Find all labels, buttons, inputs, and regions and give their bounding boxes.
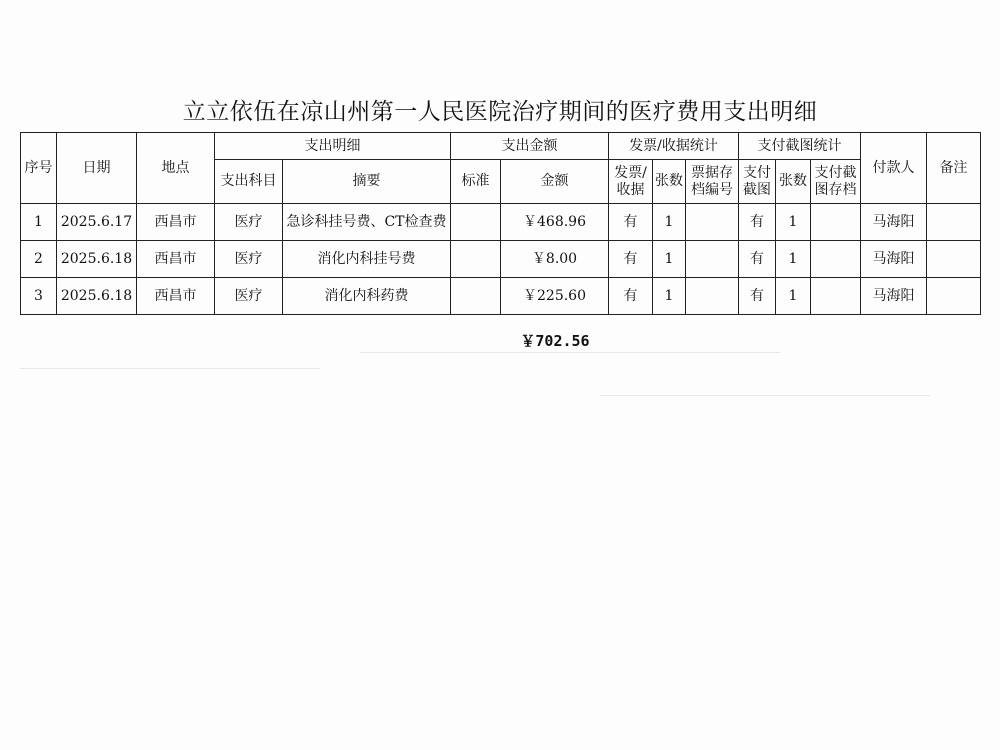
cell-payer: 马海阳 (861, 241, 927, 278)
cell-invoice: 有 (609, 241, 653, 278)
header-seq: 序号 (21, 133, 57, 204)
cell-invoice: 有 (609, 278, 653, 315)
cell-screenshot: 有 (739, 241, 776, 278)
cell-invoice-archive-no (686, 241, 739, 278)
cell-invoice-count: 1 (653, 278, 686, 315)
cell-screenshot-count: 1 (776, 278, 811, 315)
cell-place: 西昌市 (137, 278, 215, 315)
cell-screenshot-archive (811, 241, 861, 278)
cell-seq: 3 (21, 278, 57, 315)
cell-date: 2025.6.18 (57, 241, 137, 278)
cell-standard (451, 278, 501, 315)
total-amount: ￥702.56 (520, 332, 590, 350)
scan-artifact (600, 395, 930, 396)
header-remarks: 备注 (927, 133, 981, 204)
cell-screenshot: 有 (739, 204, 776, 241)
scan-artifact (20, 368, 320, 369)
cell-seq: 1 (21, 204, 57, 241)
header-invoice-count: 张数 (653, 160, 686, 204)
header-amount: 金额 (501, 160, 609, 204)
header-payment-count: 张数 (776, 160, 811, 204)
cell-date: 2025.6.17 (57, 204, 137, 241)
table-row (21, 241, 981, 278)
header-invoice-archive-no: 票据存档编号 (686, 160, 739, 204)
cell-invoice-count: 1 (653, 241, 686, 278)
header-expense-amount: 支出金额 (451, 133, 609, 160)
cell-invoice-count: 1 (653, 204, 686, 241)
header-row-1 (21, 133, 981, 160)
scan-artifact (360, 352, 780, 353)
cell-amount: ￥225.60 (501, 278, 609, 315)
cell-seq: 2 (21, 241, 57, 278)
table-row (21, 204, 981, 241)
cell-screenshot-archive (811, 278, 861, 315)
cell-summary: 消化内科挂号费 (283, 241, 451, 278)
cell-amount: ￥468.96 (501, 204, 609, 241)
cell-summary: 消化内科药费 (283, 278, 451, 315)
cell-subject: 医疗 (215, 204, 283, 241)
cell-screenshot-archive (811, 204, 861, 241)
cell-remarks (927, 241, 981, 278)
header-standard: 标准 (451, 160, 501, 204)
header-summary: 摘要 (283, 160, 451, 204)
cell-invoice-archive-no (686, 204, 739, 241)
cell-screenshot: 有 (739, 278, 776, 315)
cell-screenshot-count: 1 (776, 241, 811, 278)
header-expense-detail: 支出明细 (215, 133, 451, 160)
header-invoice-stats: 发票/收据统计 (609, 133, 739, 160)
cell-date: 2025.6.18 (57, 278, 137, 315)
header-payment-stats: 支付截图统计 (739, 133, 861, 160)
cell-standard (451, 204, 501, 241)
header-place: 地点 (137, 133, 215, 204)
cell-standard (451, 241, 501, 278)
header-invoice-receipt: 发票/收据 (609, 160, 653, 204)
cell-subject: 医疗 (215, 241, 283, 278)
cell-screenshot-count: 1 (776, 204, 811, 241)
header-date: 日期 (57, 133, 137, 204)
header-payment-archive: 支付截图存档 (811, 160, 861, 204)
cell-amount: ￥8.00 (501, 241, 609, 278)
cell-remarks (927, 278, 981, 315)
header-expense-subject: 支出科目 (215, 160, 283, 204)
expense-table (20, 132, 981, 315)
cell-summary: 急诊科挂号费、CT检查费 (283, 204, 451, 241)
cell-place: 西昌市 (137, 204, 215, 241)
header-payment-screenshot: 支付截图 (739, 160, 776, 204)
cell-payer: 马海阳 (861, 204, 927, 241)
cell-subject: 医疗 (215, 278, 283, 315)
cell-remarks (927, 204, 981, 241)
page-title: 立立依伍在凉山州第一人民医院治疗期间的医疗费用支出明细 (182, 99, 818, 125)
table-row (21, 278, 981, 315)
cell-invoice: 有 (609, 204, 653, 241)
cell-place: 西昌市 (137, 241, 215, 278)
cell-payer: 马海阳 (861, 278, 927, 315)
header-payer: 付款人 (861, 133, 927, 204)
cell-invoice-archive-no (686, 278, 739, 315)
